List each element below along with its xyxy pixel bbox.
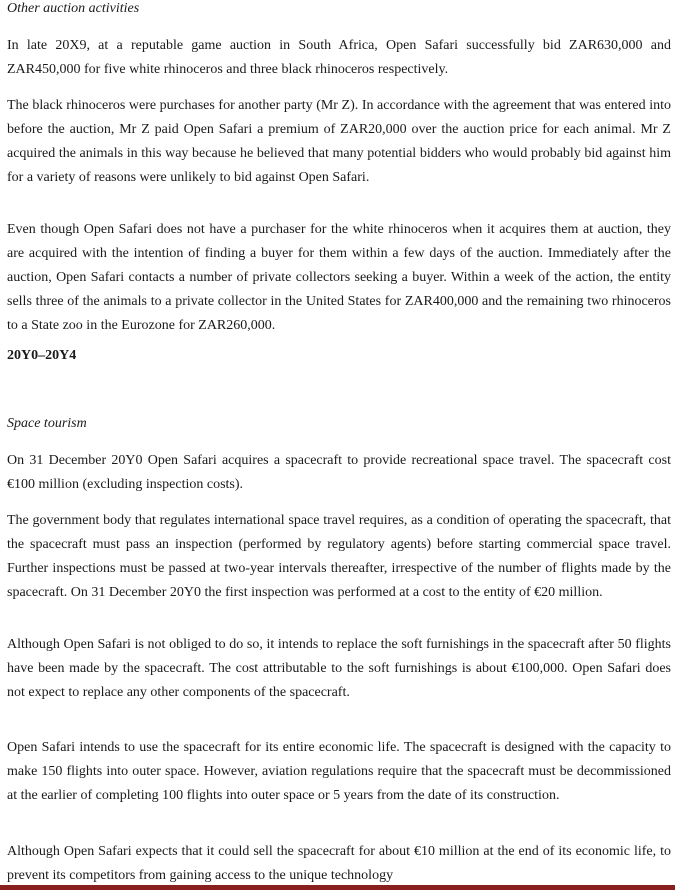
- paragraph-white-rhinoceros: Even though Open Safari does not have a purchaser for the white rhinoceros when it acquires them at auction, they are acquired with the intention of finding a buyer for them within a few days of the auction. Immediately after the auction, Open Safari contacts a number of private collectors seeking a buyer. Within a week of the action, the entity sells three of the animals to a private collector in the United States for ZAR400,000 and the remaining two rhinoceros to a State zoo in the Eurozone for ZAR260,000.: [7, 222, 671, 333]
- paragraph-black-rhinoceros: The black rhinoceros were purchases for another party (Mr Z). In accordance with the agreement that was entered into before the auction, Mr Z paid Open Safari a premium of ZAR20,000 over the auction price for each animal. Mr Z acquired the animals in this way because he believed that many potential bidders who would probably bid against him for a variety of reasons were unlikely to bid against Open Safari.: [7, 98, 671, 185]
- paragraph-soft-furnishings: Although Open Safari is not obliged to do so, it intends to replace the soft furnishings in the spacecraft after 50 flights have been made by the spacecraft. The cost attributable to the soft furnishings is about €100,000. Open Safari does not expect to replace any other components of the spacecraft.: [7, 637, 671, 700]
- heading-space-tourism: Space tourism: [7, 416, 87, 431]
- paragraph-inspection-requirements: The government body that regulates international space travel requires, as a condition of operating the spacecraft, that the spacecraft must pass an inspection (performed by regulatory agents) before starting commercial space travel. Further inspections must be passed at two-year intervals thereafter, irrespective of the number of flights made by the spacecraft. On 31 December 20Y0 the first inspection was performed at a cost to the entity of €20 million.: [7, 513, 671, 600]
- heading-other-auction-activities: Other auction activities: [7, 1, 140, 16]
- paragraph-economic-life: Open Safari intends to use the spacecraft for its entire economic life. The spacecraft is designed with the capacity to make 150 flights into outer space. However, aviation regulations require that the spacecraft must be decommissioned at the earlier of completing 100 flights into outer space or 5 years from the date of its construction.: [7, 740, 671, 803]
- paragraph-auction-bids: In late 20X9, at a reputable game auction in South Africa, Open Safari successfully bid ZAR630,000 and ZAR450,000 for five white rhinoceros and three black rhinoceros respectively.: [7, 38, 671, 77]
- paragraph-residual-value: Although Open Safari expects that it could sell the spacecraft for about €10 million at the end of its economic life, to prevent its competitors from gaining access to the unique technology: [7, 844, 671, 883]
- paragraph-spacecraft-acquisition: On 31 December 20Y0 Open Safari acquires a spacecraft to provide recreational space travel. The spacecraft cost €100 million (excluding inspection costs).: [7, 453, 671, 492]
- heading-period: 20Y0–20Y4: [7, 348, 77, 363]
- bottom-border-bar: [0, 885, 675, 890]
